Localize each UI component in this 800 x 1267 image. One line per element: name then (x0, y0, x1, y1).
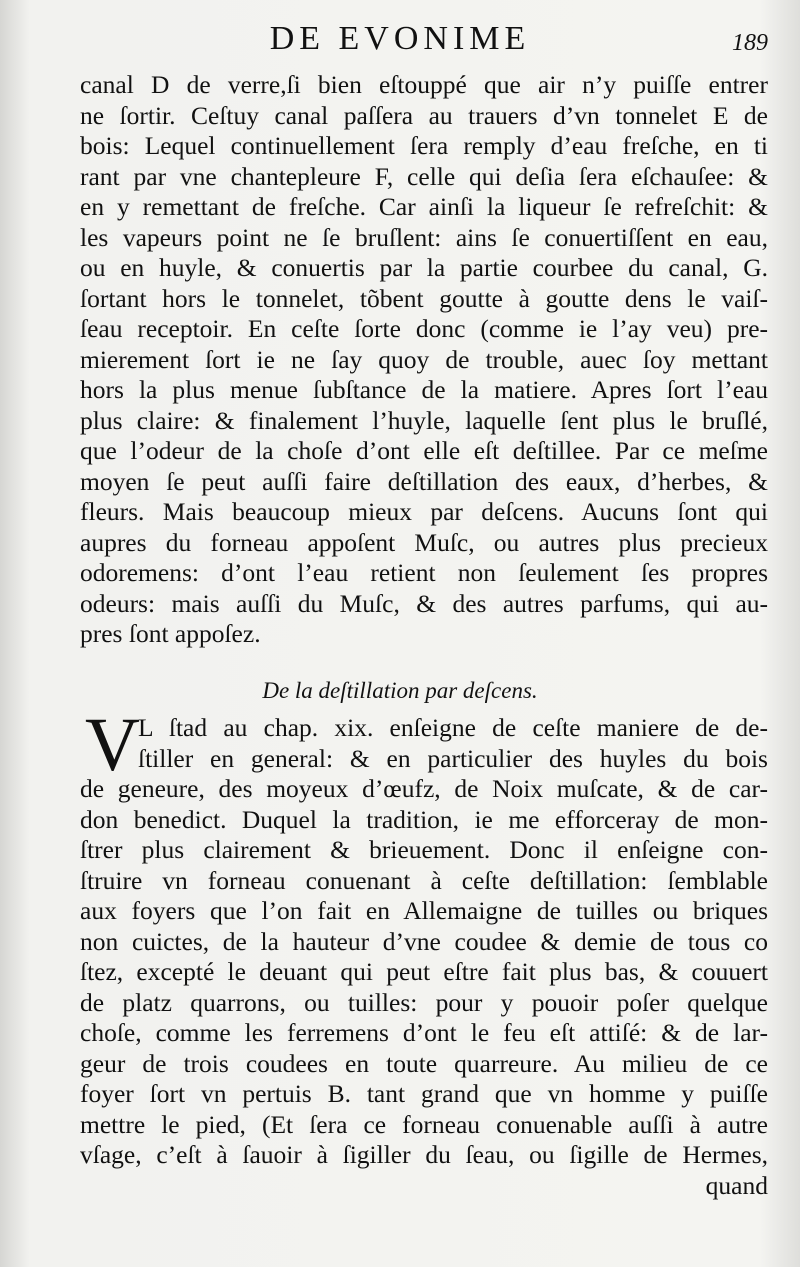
paragraph-2 (80, 703, 768, 1201)
text-line: les vapeurs point ne ſe bruſlent: ains ſe conuertiſſent en eau, (80, 222, 768, 252)
text-line: de geneure, des moyeux d’œufz, de Noix muſcate, & de car- (80, 774, 768, 803)
running-title: DE EVONIME (269, 20, 531, 57)
page-number: 189 (732, 30, 768, 56)
text-line: en y remettant de freſche. Car ainſi la liqueur ſe refreſchit: & (80, 192, 768, 221)
text-line: hors la plus menue ſubſtance de la matiere. Apres ſort l’eau (80, 375, 768, 404)
text-line: canal D de verre,ſi bien eſtouppé que air n’y puiſſe entrer (80, 70, 768, 99)
text-line: de platz quarrons, ou tuilles: pour y pouoir poſer quelque (80, 987, 768, 1017)
text-line: choſe, comme les ferremens d’ont le feu eſt attiſé: & de lar- (80, 1018, 768, 1047)
text-line: geur de trois coudees en toute quarreure. Au milieu de ce (80, 1048, 768, 1078)
text-line: non cuictes, de la hauteur d’vne coudee & demie de tous co (80, 926, 768, 956)
text-line: plus claire: & finalement l’huyle, laquelle ſent plus le bruſlé, (80, 405, 768, 435)
text-line: L ſtad au chap. xix. enſeigne de ceſte maniere de de- (138, 713, 768, 742)
text-line: don benedict. Duquel la tradition, ie me efforceray de mon- (80, 804, 768, 834)
paragraph-1 (80, 70, 768, 650)
text-line: foyer ſort vn pertuis B. tant grand que vn homme y puiſſe (80, 1079, 768, 1108)
text-line: ou en huyle, & conuertis par la partie courbee du canal, G. (80, 253, 768, 282)
section-heading: De la deſtillation par deſcens. (262, 678, 538, 703)
text-line: ſortant hors le tonnelet, tõbent goutte à goutte dens le vaiſ- (80, 283, 768, 313)
text-line: ſtrer plus clairement & brieuement. Donc il enſeigne con- (80, 835, 768, 864)
text-line: bois: Lequel continuellement ſera remply d’eau freſche, en ti (80, 131, 768, 160)
text-line: ſeau receptoir. En ceſte ſorte donc (comme ie l’ay veu) pre- (80, 314, 768, 343)
text-line: odoremens: d’ont l’eau retient non ſeulement ſes propres (80, 558, 768, 587)
text-line: vſage, c’eſt à ſauoir à ſigiller du ſeau, ou ſigille de Hermes, (80, 1140, 768, 1169)
text-line: mierement ſort ie ne ſay quoy de trouble, auec ſoy mettant (80, 344, 768, 374)
text-line: ſtez, excepté le deuant qui peut eſtre fait plus bas, & couuert (80, 957, 768, 986)
text-line: ſtiller en general: & en particulier des huyles du bois (138, 743, 768, 773)
text-line: mettre le pied, (Et ſera ce forneau conuenable auſſi à autre (80, 1109, 768, 1139)
text-line: odeurs: mais auſſi du Muſc, & des autres parfums, qui au- (80, 588, 768, 618)
text-line: ne ſortir. Ceſtuy canal paſſera au trauers d’vn tonnelet E de (80, 100, 768, 130)
text-line: aux foyers que l’on fait en Allemaigne de tuilles ou briques (80, 896, 768, 925)
text-line: fleurs. Mais beaucoup mieux par deſcens. Aucuns ſont qui (80, 497, 768, 526)
text-line: aupres du forneau appoſent Muſc, ou autres plus precieux (80, 527, 768, 557)
catchword: quand (705, 1170, 768, 1200)
text-line: que l’odeur de la choſe d’ont elle eſt deſtillee. Par ce meſme (80, 436, 768, 465)
text-line: ſtruire vn forneau conuenant à ceſte deſtillation: ſemblable (80, 865, 768, 895)
text-line: pres ſont appoſez. (80, 619, 261, 648)
drop-capital: V (85, 703, 140, 787)
text-line: rant par vne chantepleure F, celle qui deſia ſera eſchauſee: & (80, 161, 768, 191)
text-line: moyen ſe peut auſſi faire deſtillation des eaux, d’herbes, & (80, 466, 768, 496)
